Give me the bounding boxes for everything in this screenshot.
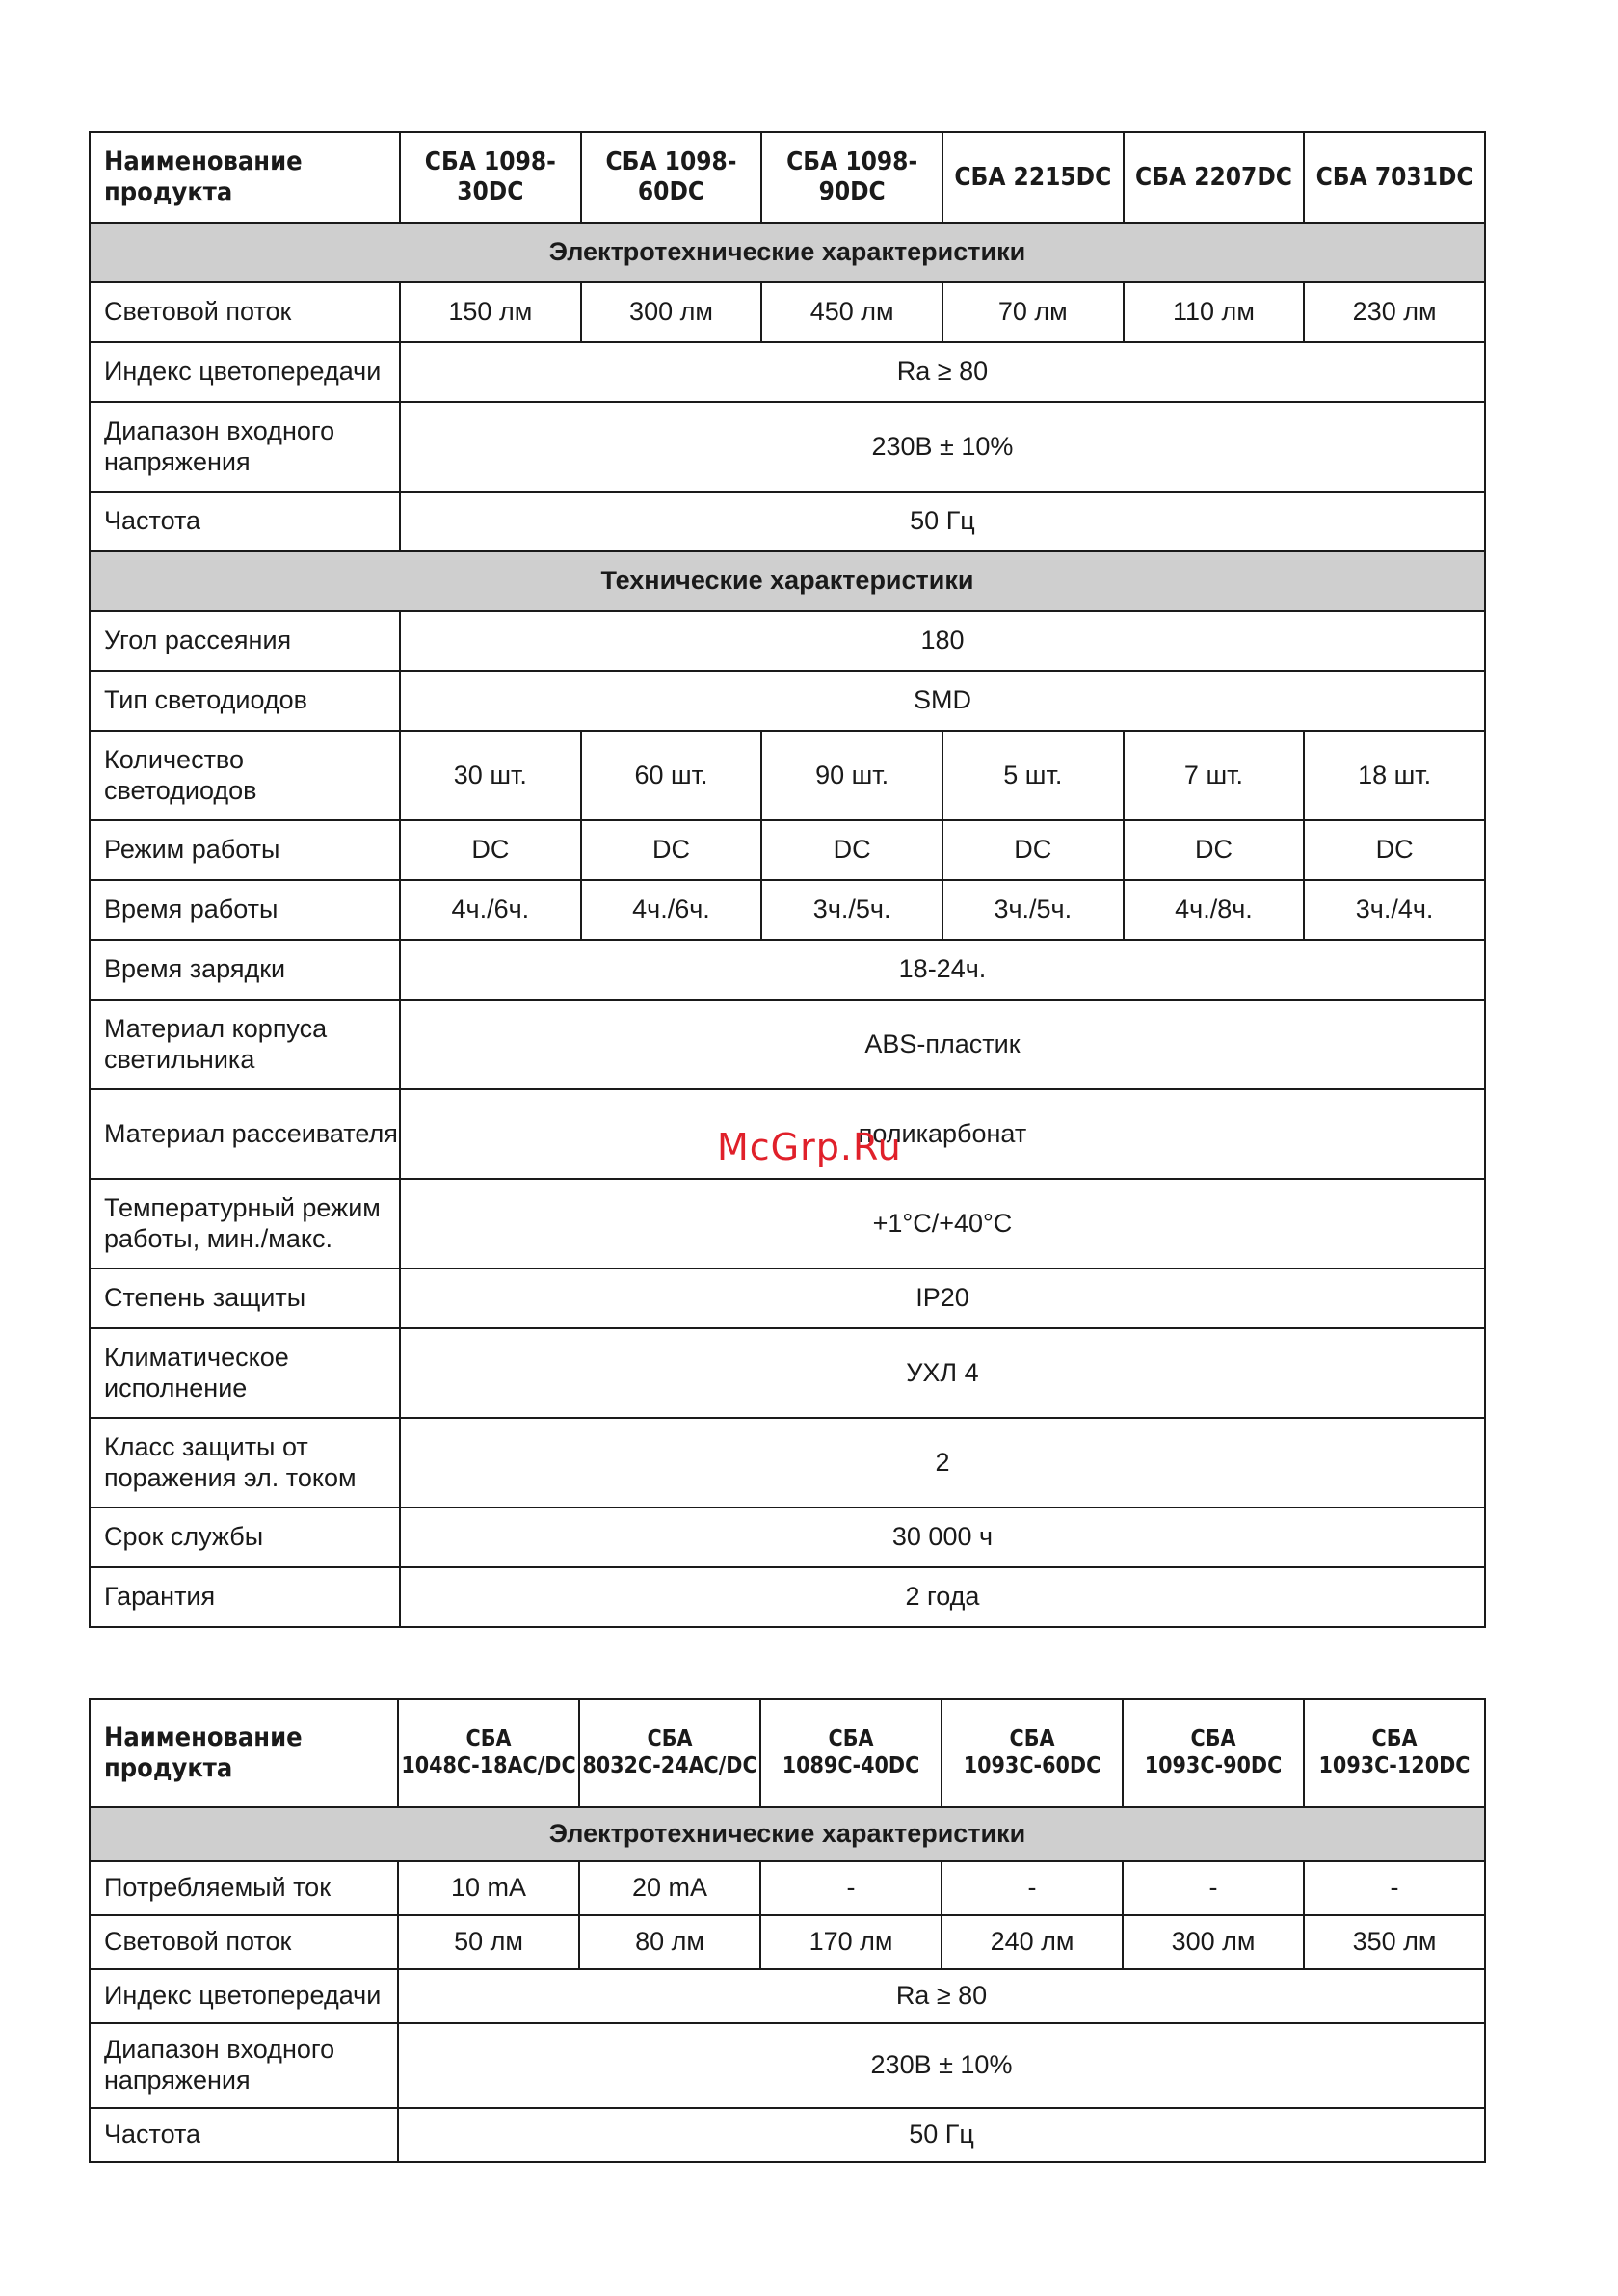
row-label: Индекс цветопередачи	[90, 1969, 398, 2023]
table-row	[90, 1969, 1485, 2023]
table-cell: 2	[400, 1418, 1485, 1508]
table-cell: 18-24ч.	[400, 940, 1485, 1000]
table-cell: -	[942, 1861, 1123, 1915]
table-row	[90, 1915, 1485, 1969]
row-label: Материал рассеивателя	[90, 1089, 400, 1179]
table-row	[90, 1567, 1485, 1627]
table-cell: 4ч./6ч.	[581, 880, 762, 940]
table-cell: DC	[942, 820, 1124, 880]
table-cell: 70 лм	[942, 282, 1124, 342]
table-row	[90, 940, 1485, 1000]
table-cell: DC	[1304, 820, 1485, 880]
section-title-technical: Технические характеристики	[90, 551, 1485, 611]
row-label: Климатическое исполнение	[90, 1328, 400, 1418]
table-cell: 80 лм	[579, 1915, 760, 1969]
table-row	[90, 1328, 1485, 1418]
table-row	[90, 731, 1485, 820]
table-cell: 18 шт.	[1304, 731, 1485, 820]
table-cell: -	[1304, 1861, 1485, 1915]
table-cell: 3ч./5ч.	[761, 880, 942, 940]
section-title-electrical: Электротехнические характеристики	[90, 223, 1485, 282]
table-row	[90, 1418, 1485, 1508]
row-label: Класс защиты от поражения эл. током	[90, 1418, 400, 1508]
table-cell: 50 Гц	[398, 2108, 1485, 2162]
row-label: Степень защиты	[90, 1268, 400, 1328]
table-row	[90, 342, 1485, 402]
row-label: Световой поток	[90, 1915, 398, 1969]
table-cell: 230В ± 10%	[400, 402, 1485, 492]
row-label: Температурный режим работы, мин./макс.	[90, 1179, 400, 1268]
row-label: Тип светодиодов	[90, 671, 400, 731]
table-cell: 50 Гц	[400, 492, 1485, 551]
table-cell: ABS-пластик	[400, 1000, 1485, 1089]
table-cell: 240 лм	[942, 1915, 1123, 1969]
product-name-header: Наименование продукта	[90, 132, 400, 223]
table-cell: DC	[761, 820, 942, 880]
table-cell: 180	[400, 611, 1485, 671]
table-row	[90, 1508, 1485, 1567]
row-label: Материал корпуса светильника	[90, 1000, 400, 1089]
table-cell: DC	[581, 820, 762, 880]
section-title-electrical: Электротехнические характеристики	[90, 1807, 1485, 1861]
product-column-header: СБА 1098-30DC	[400, 132, 581, 223]
product-column-header: СБА 2215DC	[942, 132, 1124, 223]
row-label: Потребляемый ток	[90, 1861, 398, 1915]
table-cell: -	[760, 1861, 942, 1915]
table-row	[90, 492, 1485, 551]
product-column-header: СБА 8032С-24AC/DC	[579, 1699, 760, 1807]
row-label: Диапазон входного напряжения	[90, 402, 400, 492]
row-label: Индекс цветопередачи	[90, 342, 400, 402]
table-row	[90, 1179, 1485, 1268]
product-name-header: Наименование продукта	[90, 1699, 398, 1807]
product-column-header: СБА 1093С-90DC	[1123, 1699, 1304, 1807]
row-label: Световой поток	[90, 282, 400, 342]
table-cell: 7 шт.	[1124, 731, 1305, 820]
row-label: Угол рассеяния	[90, 611, 400, 671]
row-label: Гарантия	[90, 1567, 400, 1627]
table-cell: 230 лм	[1304, 282, 1485, 342]
row-label: Количество светодиодов	[90, 731, 400, 820]
table-cell: 30 шт.	[400, 731, 581, 820]
table-row	[90, 611, 1485, 671]
table-cell: 90 шт.	[761, 731, 942, 820]
table-cell: 300 лм	[1123, 1915, 1304, 1969]
table-header-row	[90, 132, 1485, 223]
table-row	[90, 880, 1485, 940]
row-label: Срок службы	[90, 1508, 400, 1567]
table-cell: +1°С/+40°С	[400, 1179, 1485, 1268]
table-cell: 450 лм	[761, 282, 942, 342]
section-row	[90, 223, 1485, 282]
product-column-header: СБА 1098-90DC	[761, 132, 942, 223]
table-row	[90, 2108, 1485, 2162]
row-label: Диапазон входного напряжения	[90, 2023, 398, 2108]
row-label: Время работы	[90, 880, 400, 940]
table-cell: 5 шт.	[942, 731, 1124, 820]
table-cell: 350 лм	[1304, 1915, 1485, 1969]
table-cell: 20 mA	[579, 1861, 760, 1915]
section-row	[90, 551, 1485, 611]
section-row	[90, 1807, 1485, 1861]
spec-table-1	[89, 131, 1486, 1628]
table-cell: Ra ≥ 80	[400, 342, 1485, 402]
table-cell: SMD	[400, 671, 1485, 731]
table-cell: DC	[400, 820, 581, 880]
table-header-row	[90, 1699, 1485, 1807]
spec-table-2	[89, 1698, 1486, 2163]
table-cell: 10 mA	[398, 1861, 579, 1915]
table-row	[90, 1861, 1485, 1915]
product-column-header: СБА 1093С-60DC	[942, 1699, 1123, 1807]
row-label: Частота	[90, 492, 400, 551]
table-cell: 4ч./8ч.	[1124, 880, 1305, 940]
table-cell: IP20	[400, 1268, 1485, 1328]
table-row	[90, 282, 1485, 342]
product-column-header: СБА 1093С-120DC	[1304, 1699, 1485, 1807]
watermark: McGrp.Ru	[717, 1126, 902, 1168]
table-cell: УХЛ 4	[400, 1328, 1485, 1418]
row-label: Частота	[90, 2108, 398, 2162]
product-column-header: СБА 1048С-18AC/DC	[398, 1699, 579, 1807]
table-row	[90, 402, 1485, 492]
table-cell: 3ч./4ч.	[1304, 880, 1485, 940]
table-cell: 110 лм	[1124, 282, 1305, 342]
table-cell: 3ч./5ч.	[942, 880, 1124, 940]
table-row	[90, 671, 1485, 731]
table-cell: 230В ± 10%	[398, 2023, 1485, 2108]
table-cell: 4ч./6ч.	[400, 880, 581, 940]
table-cell: 60 шт.	[581, 731, 762, 820]
table-row	[90, 1000, 1485, 1089]
row-label: Время зарядки	[90, 940, 400, 1000]
product-column-header: СБА 2207DC	[1124, 132, 1305, 223]
table-cell: 2 года	[400, 1567, 1485, 1627]
table-cell: 50 лм	[398, 1915, 579, 1969]
table-cell: DC	[1124, 820, 1305, 880]
product-column-header: СБА 1098-60DC	[581, 132, 762, 223]
table-cell: 150 лм	[400, 282, 581, 342]
table-row	[90, 2023, 1485, 2108]
table-cell: поликарбонат	[400, 1089, 1485, 1179]
table-cell: 30 000 ч	[400, 1508, 1485, 1567]
table-row	[90, 820, 1485, 880]
product-column-header: СБА 1089С-40DC	[760, 1699, 942, 1807]
table-cell: 170 лм	[760, 1915, 942, 1969]
table-row	[90, 1268, 1485, 1328]
table-cell: Ra ≥ 80	[398, 1969, 1485, 2023]
row-label: Режим работы	[90, 820, 400, 880]
product-column-header: СБА 7031DC	[1304, 132, 1485, 223]
table-cell: 300 лм	[581, 282, 762, 342]
table-cell: -	[1123, 1861, 1304, 1915]
